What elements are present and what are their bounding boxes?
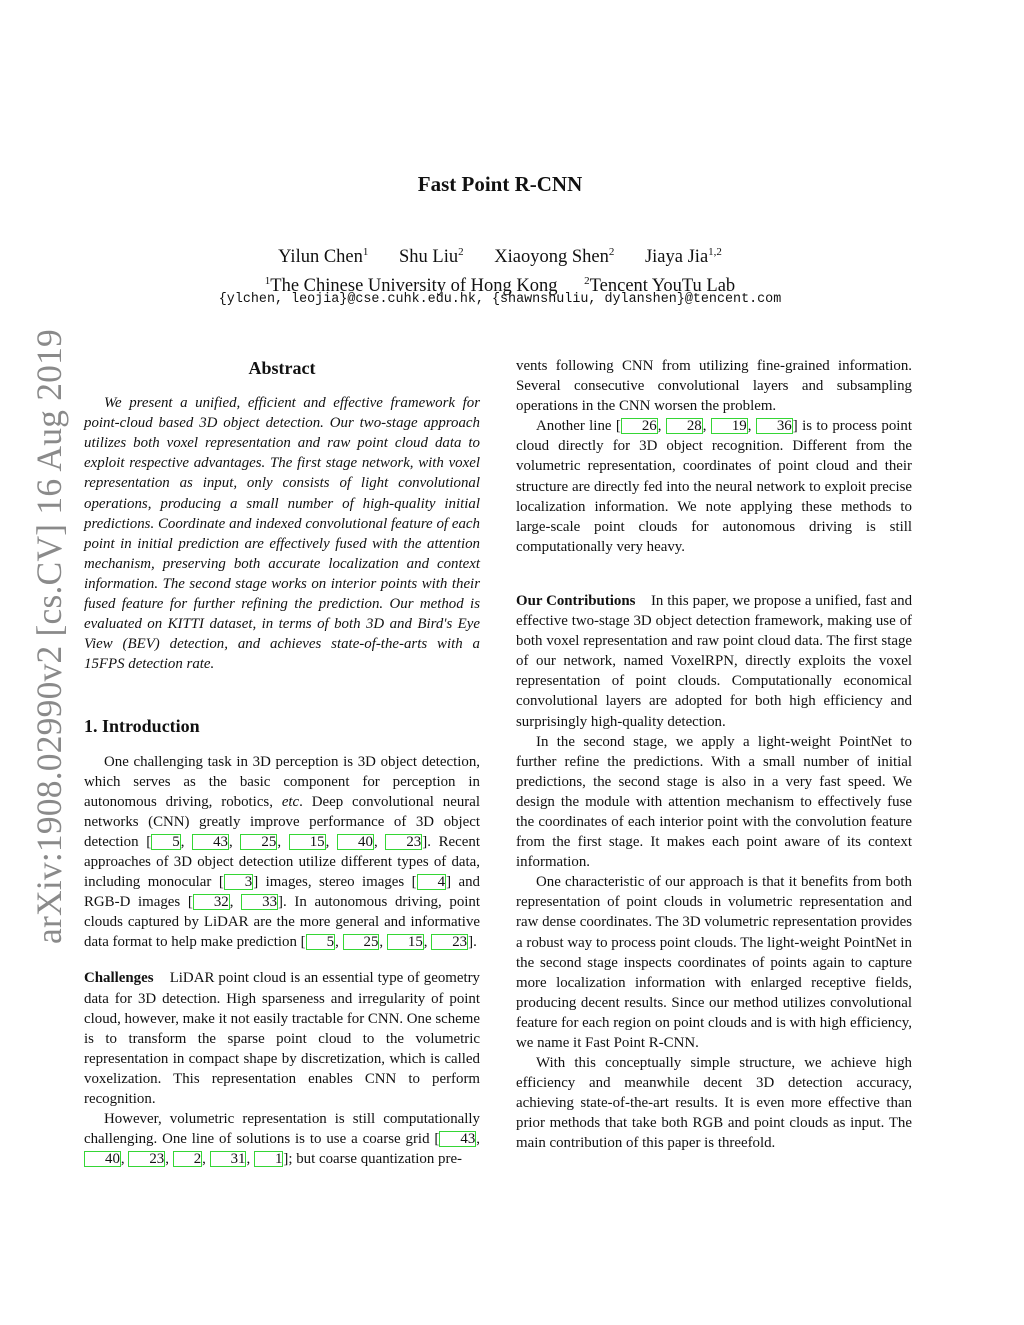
- author-emails: {ylchen, leojia}@cse.cuhk.edu.hk, {shawnshuliu, dylanshen}@tencent.com: [218, 292, 782, 307]
- section-heading-introduction: 1. Introduction: [84, 716, 200, 737]
- author-block: [0, 240, 1000, 298]
- citation-link[interactable]: 1: [254, 1151, 283, 1167]
- citation-link[interactable]: 25: [343, 934, 380, 950]
- intro-paragraph: However, volumetric representation is still computationally challenging. One line of solutions is to use a coarse grid [ 43, 40, 23, 2, 31, 1]; but coarse quantization pre-: [84, 1111, 480, 1168]
- citation-link[interactable]: 31: [210, 1151, 247, 1167]
- citation-link[interactable]: 25: [240, 834, 277, 850]
- author: Shu Liu$^2$: [399, 246, 464, 267]
- intro-paragraph-continued: [516, 356, 912, 416]
- paper-title: Fast Point R-CNN: [417, 172, 583, 196]
- citation-link[interactable]: 15: [387, 934, 424, 950]
- citation-link[interactable]: 23: [431, 934, 468, 950]
- spacer: [516, 557, 912, 591]
- challenges-heading: Challenges: [84, 970, 154, 987]
- left-column: [84, 356, 480, 1169]
- author: Yilun Chen$^1$: [278, 246, 369, 267]
- citation-link[interactable]: 5: [151, 834, 180, 850]
- intro-paragraph: In the second stage, we apply a light-weight PointNet to further refine the predictions. With a small number of initial predictions, the second stage is also in a very fast speed. We design the module with attention mechanism to effectively fuse the coordinates of each interior point with the convolution feature from the first stage. It makes each point aware of its context information.: [516, 733, 912, 871]
- citation-link[interactable]: 2: [173, 1151, 202, 1167]
- spacer: [84, 952, 480, 968]
- citation-link[interactable]: 3: [224, 874, 253, 890]
- citation-link[interactable]: 28: [666, 418, 703, 434]
- abstract-heading: Abstract: [248, 358, 316, 378]
- citation-link[interactable]: 23: [128, 1151, 165, 1167]
- intro-paragraph: One characteristic of our approach is that it benefits from both representation of point clouds in volumetric representation and raw dense coordinates. The 3D volumetric representation provides a robust way to process point clouds. The light-weight PointNet in the second stage inspects coordinates of points again to capture more localization information with enlarged receptive fields, producing decent results. Since our method utilizes convolutional feature for each region on point clouds and is with high efficiency, we name it Fast Point R-CNN.: [516, 874, 912, 1051]
- author: Xiaoyong Shen$^2$: [494, 246, 615, 267]
- contributions-paragraph: Our Contributions In this paper, we propose a unified, fast and effective two-stage 3D object detection framework, making use of both voxel representation and raw point cloud data. The first stage of our network, named VoxelRPN, directly exploits the voxel representation of point clouds. Computationally economical convolutional layers are adopted for both high efficiency and surprisingly high-quality detection.: [516, 592, 913, 730]
- challenges-paragraph: Challenges LiDAR point cloud is an essential type of geometry data for 3D detection. High sparseness and irregularity of point cloud, however, make it not easily tractable for CNN. One scheme is to transform the sparse point cloud to the volumetric representation in compact shape by discretization, which is called voxelization. This representation enables CNN to perform recognition.: [84, 970, 480, 1107]
- paragraph-continuation-text: vents following CNN from utilizing fine-grained information. Several consecutive convolutional layers and subsampling operations in the CNN worsen the problem.: [516, 358, 912, 415]
- affiliation: $^1$The Chinese University of Hong Kong: [264, 275, 558, 296]
- citation-link[interactable]: 4: [417, 874, 446, 890]
- citation-link[interactable]: 26: [621, 418, 658, 434]
- citation-link[interactable]: 40: [84, 1151, 121, 1167]
- citation-link[interactable]: 40: [337, 834, 374, 850]
- citation-link[interactable]: 15: [289, 834, 326, 850]
- citation-link[interactable]: 5: [306, 934, 335, 950]
- arxiv-side-stamp: arXiv:1908.02990v2 [cs.CV] 16 Aug 2019: [29, 329, 69, 944]
- citation-link[interactable]: 43: [439, 1131, 476, 1147]
- citation-link[interactable]: 43: [192, 834, 229, 850]
- intro-paragraph: Another line [ 26, 28, 19, 36] is to process point cloud directly for 3D object recognition. Different from the volumetric representation, coordinates of point cloud and their structure are directly fed into the neural network to exploit precise localization information. We note applying these methods to large-scale point clouds for autonomous driving is still computationally very heavy.: [516, 418, 912, 555]
- citation-link[interactable]: 19: [711, 418, 748, 434]
- right-column: [516, 356, 912, 1154]
- citation-link[interactable]: 36: [756, 418, 793, 434]
- citation-link[interactable]: 32: [193, 894, 230, 910]
- contributions-heading: Our Contributions: [516, 592, 636, 609]
- citation-link[interactable]: 23: [385, 834, 422, 850]
- intro-paragraph: One challenging task in 3D perception is 3D object detection, which serves as the basic component for perception in autonomous driving, robotics, etc. Deep convolutional neural networks (CNN) greatly improve performance of 3D object detection [ 5, 43, 25, 15, 40, 23]. Recent approaches of 3D object detection utilize different types of data, including monocular [ 3] images, stereo images [ 4] and RGB-D images [ 32, 33]. In autonomous driving, point clouds captured by LiDAR are the more general and informative data format to help make prediction [ 5, 25, 15, 23].: [84, 753, 480, 951]
- abstract-text: We present a unified, efficient and effective framework for point-cloud based 3D object detection. Our two-stage approach utilizes both voxel representation and raw point cloud data to exploit respective advantages. The first stage network, with voxel representation as input, only consists of light convolutional operations, producing a small number of high-quality initial predictions. Coordinate and indexed convolutional feature of each point in initial prediction are effectively fused with the attention mechanism, preserving both accurate localization and context information. The second stage works on interior points with their fused feature for further refining the prediction. Our method is evaluated on KITTI dataset, in terms of both 3D and Bird's Eye View (BEV) detection, and achieves state-of-the-arts with a 15FPS detection rate.: [84, 395, 480, 673]
- affiliation: $^2$Tencent YouTu Lab: [584, 275, 736, 296]
- citation-link[interactable]: 33: [241, 894, 278, 910]
- author-list: [0, 240, 1000, 269]
- author: Jiaya Jia$^{1,2}$: [644, 246, 722, 267]
- intro-paragraph: With this conceptually simple structure, we achieve high efficiency and meanwhile decent 3D detection accuracy, achieving state-of-the-art results. It is even more effective than prior methods that take both RGB and point clouds as input. The main contribution of this paper is threefold.: [516, 1055, 912, 1152]
